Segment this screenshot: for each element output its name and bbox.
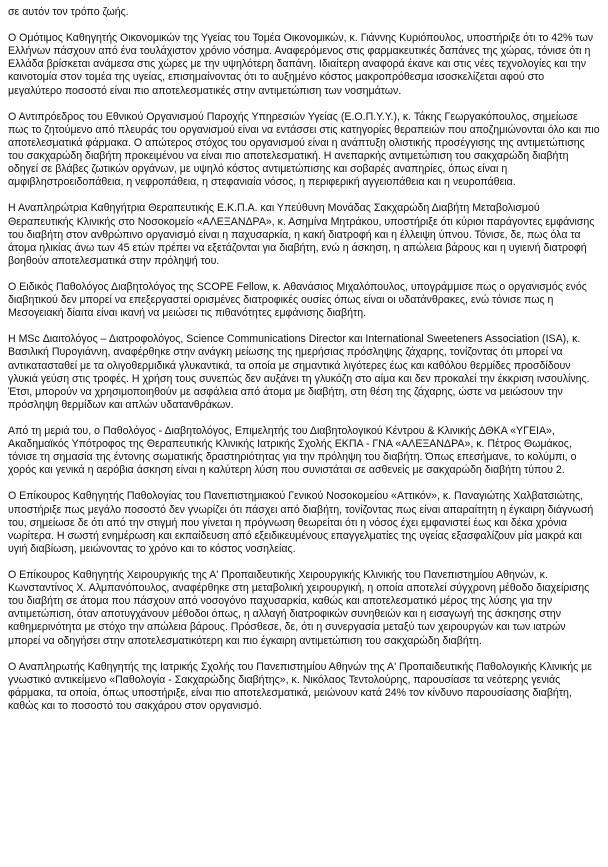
paragraph-7: Από τη μεριά του, ο Παθολόγος - Διαβητολόγος, Επιμελητής του Διαβητολογικού Κέντρου & Κλινικής ΔΘΚΑ «ΥΓΕΙΑ», Ακαδημαϊκός Υπότροφος της Θεραπευτικής Κλινικής Ιατρικής Σχολής ΕΚΠΑ - ΓΝΑ «ΑΛΕΞΑΝΔΡΑ», κ. Πέτρος Θωμάκος, τόνισε τη σημασία της έντονης σωματικής δραστηριότητας για την πρόληψη του διαβήτη. Όπως επεσήμανε, το κολύμπι, ο χορός και γενικά η αερόβια άσκηση είναι η καλύτερη λύση που συνιστάται σε ασθενείς με σακχαρώδη διαβήτη τύπου 2.	[8, 425, 577, 477]
paragraph-10: Ο Αναπληρωτής Καθηγητής της Ιατρικής Σχολής του Πανεπιστημίου Αθηνών της Α' Προπαιδευτικής Παθολογικής Κλινικής με γνωστικό αντικείμενο «Παθολογία - Σακχαρώδης διαβήτης», κ. Νικόλαος Τεντολούρης, παρουσίασε τα νεότερης γενιάς φάρμακα, τα οποία, όπως υποστήριξε, είναι πιο αποτελεσματικά, μειώνουν κατά 24% τον κίνδυνο παρουσίασης διαβήτη, καθώς και το ποσοστό του σακχάρου στον οργανισμό.	[8, 660, 592, 712]
paragraph-5: Ο Ειδικός Παθολόγος Διαβητολόγος της SCOPE Fellow, κ. Αθανάσιος Μιχαλόπουλος, υπογράμμισε πως ο οργανισμός ενός διαβητικού δεν μπορεί να επεξεργαστεί ορισμένες διατροφικές ουσίες όπως είναι οι υδατάνθρακες, ενώ τόνισε πως η Μεσογειακή δίαιτα είναι ικανή να μειώσει τις πιθανότητες εμφάνισης διαβήτη.	[8, 280, 587, 320]
paragraph-1: σε αυτόν τον τρόπο ζωής.	[8, 6, 129, 18]
paragraph-2: Ο Ομότιμος Καθηγητής Οικονομικών της Υγείας του Τομέα Οικονομικών, κ. Γιάννης Κυριόπουλος, υποστήριξε ότι το 42% των Ελλήνων πάσχουν από ένα τουλάχιστον χρόνιο νόσημα. Αναφερόμενος στις φαρμακευτικές δαπάνες της χώρας, τόνισε ότι η Ελλάδα βρίσκεται ανάμεσα στις χώρες με την υψηλότερη δαπάνη. Ιδιαίτερη αναφορά έκανε και στις νέες τεχνολογίες και την καινοτομία στον τομέα της υγείας, επισημαίνοντας ότι το αυξημένο κόστος μακροπρόθεσμα ισοσκελίζεται αφού στο μεγαλύτερο ποσοστό είναι πιο αποτελεσματικές στην αντιμετώπιση των νοσημάτων.	[8, 32, 594, 97]
paragraph-8: Ο Επίκουρος Καθηγητής Παθολογίας του Πανεπιστημιακού Γενικού Νοσοκομείου «Αττικόν», κ. Παναγιώτης Χαλβατσιώτης, υποστήριξε πως μεγάλο ποσοστό δεν γνωρίζει ότι πάσχει από διαβήτη, τονίζοντας πως είναι απαραίτητη η έγκαιρη διάγνωσή του, σημείωσε δε ότι από την στιγμή που γίνεται η πρόγνωση θεωρείται ότι η νόσος έχει εμφανιστεί έως και δέκα χρόνια νωρίτερα. Η σωστή ενημέρωση και εκπαίδευση από εξειδικευμένους επαγγελματίες της υγείας εξασφαλίζουν μία μακρά και υγιή διαβίωση, μειώνοντας το χρόνο και το κόστος νοσηλείας.	[8, 490, 594, 555]
paragraph-6: Η MSc Διαιτολόγος – Διατροφολόγος, Science Communications Director και International Sweeteners Association (ISA), κ. Βασιλική Πυρογιάννη, αναφέρθηκε στην ανάγκη μείωσης της ημερήσιας πρόσληψης ζάχαρης, τονίζοντας ότι μπορεί να αντικατασταθεί με τα ολιγοθερμιδικά γλυκαντικά, τα οποία με σημαντικά λιγότερες έως και καθόλου θερμίδες προσδίδουν γλυκιά γεύση στις τροφές. Η χρήση τους συνεπώς δεν αυξάνει τη γλυκόζη στο αίμα και δεν προκαλεί την έκκριση ινσουλίνης. Έτσι, μπορούν να χρησιμοποιηθούν με ασφάλεια από άτομα με διαβήτη, στη θέση της ζάχαρης, ώστε να μειώσουν την πρόσληψη θερμίδων και απλών υδατανθράκων.	[8, 333, 590, 411]
paragraph-3: Ο Αντιπρόεδρος του Εθνικού Οργανισμού Παροχής Υπηρεσιών Υγείας (Ε.Ο.Π.Υ.Υ.), κ. Τάκης Γεωργακόπουλος, σημείωσε πως το ζητούμενο από πλευράς του οργανισμού είναι να εντάσσει στις κατηγορίες θεραπειών που αποζημιώνονται όλο και πιο αποτελεσματικά φάρμακα. Ο απώτερος στόχος του οργανισμού είναι η ανάπτυξη ολιστικής προσέγγισης της αντιμετώπισης του σακχαρώδη διαβήτη προκειμένου να είναι πιο αποτελεσματική. Η ανεπαρκής αντιμετώπιση του σακχαρώδη διαβήτη οδηγεί σε βλάβες ζωτικών οργάνων, με υψηλό κόστος αντιμετώπισης και σοβαρές αναπηρίες, όπως είναι η αμφιβληστροειδοπάθεια, η νεφροπάθεια, η στεφανιαία νόσος, η περιφερική αγγειοπάθεια και η νευροπάθεια.	[8, 110, 600, 189]
paragraph-4: Η Αναπληρώτρια Καθηγήτρια Θεραπευτικής Ε.Κ.Π.Α. και Υπεύθυνη Μονάδας Σακχαρώδη Διαβήτη Μεταβολισμού Θεραπευτικής Κλινικής στο Νοσοκομείο «ΑΛΕΞΑΝΔΡΑ», κ. Ασημίνα Μητράκου, υποστήριξε ότι κύριοι παράγοντες εμφάνισης του διαβήτη στον ανθρώπινο οργανισμό είναι η παχυσαρκία, η κακή διατροφή και η έλλειψη ύπνου. Τόνισε, δε, πως όλα τα άτομα ηλικίας άνω των 45 ετών πρέπει να εξετάζονται για διαβήτη, ενώ η άσκηση, η απώλεια βάρους και η υγιεινή διατροφή βοηθούν αποτελεσματικά στην πρόληψή του.	[8, 202, 595, 267]
article-body	[8, 6, 600, 726]
paragraph-9: Ο Επίκουρος Καθηγητής Χειρουργικής της Α' Προπαιδευτικής Χειρουργικής Κλινικής του Πανεπιστημίου Αθηνών, κ. Κωνσταντίνος Χ. Αλμπανόπουλος, αναφέρθηκε στη μεταβολική χειρουργική, η οποία αποτελεί σύγχρονη μέθοδο διαχείρισης του διαβήτη σε άτομα που πάσχουν από νοσογόνο παχυσαρκία, καθώς και αποτελεσματικό μέρος της λύσης για την αντιμετώπιση, όταν αποτυγχάνουν μέθοδοι όπως, η αλλαγή διατροφικών συνηθειών και η εισαγωγή της άσκησης στην καθημερινότητα με στόχο την απώλεια βάρους. Πρόσθεσε, δε, ότι η συνεργασία μεταξύ των χειρουργών και των ιατρών μπορεί να οδηγήσει στην αποτελεσματικότερη και πιο έγκαιρη αντιμετώπιση του σακχαρώδη διαβήτη.	[8, 569, 590, 647]
